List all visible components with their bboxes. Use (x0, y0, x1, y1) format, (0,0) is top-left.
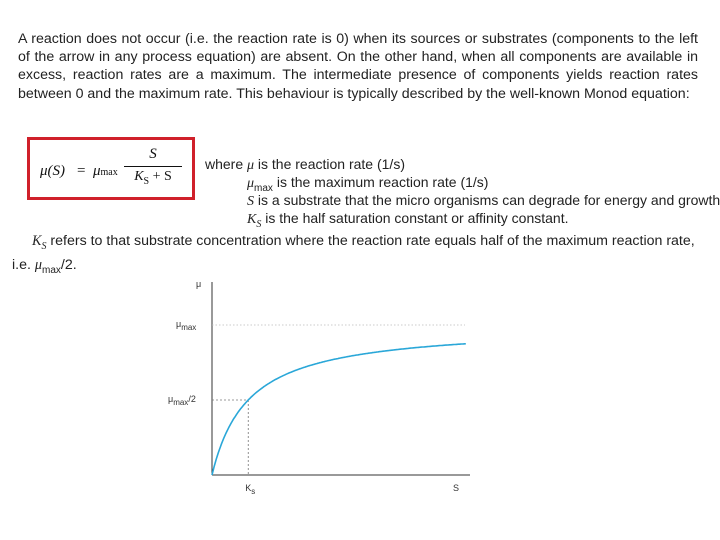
ytick-mu-max-half: μmax/2 (168, 394, 196, 407)
definition-mu: μ is the reaction rate (1/s) (247, 156, 405, 173)
x-axis-label: S (453, 483, 460, 493)
definition-ks: $K_S$ is the half saturation constant or affinity constant. (247, 210, 569, 230)
ks-note-line1: $K_S$ refers to that substrate concentration where the reaction rate equals half of the maximum reaction rate, (32, 233, 695, 252)
formula-numerator: S (149, 146, 157, 162)
definition-mu-max: $\mu_{max}$ is the maximum reaction rate (1/s) (247, 174, 489, 194)
formula-equals: = (77, 163, 86, 179)
ytick-mu-max: μmax (176, 319, 197, 332)
xtick-ks: Ks (245, 483, 256, 496)
formula-denominator: $K_S + S$ (134, 169, 172, 187)
monod-curve-series (212, 344, 466, 475)
intro-paragraph: A reaction does not occur (i.e. the reaction rate is 0) when its sources or substrates (components to the left of the arrow in any process equation) are absent. On the other hand, when all components are available in excess, reaction rates are a maximum. The intermediate presence of components yields reaction rates between 0 and the maximum rate. This behaviour is typically described by the well-known Monod equation: (18, 31, 698, 102)
where-label: where (205, 156, 244, 172)
definition-s: S is a substrate that the micro organisms can degrade for energy and growth (247, 192, 720, 209)
formula-mu-max: μmax (93, 163, 118, 179)
formula-lhs: μ(S) (40, 163, 66, 179)
ks-note-line2: i.e. $\mu_{max}/2$. (12, 256, 77, 276)
y-axis-label: μ (196, 279, 202, 289)
